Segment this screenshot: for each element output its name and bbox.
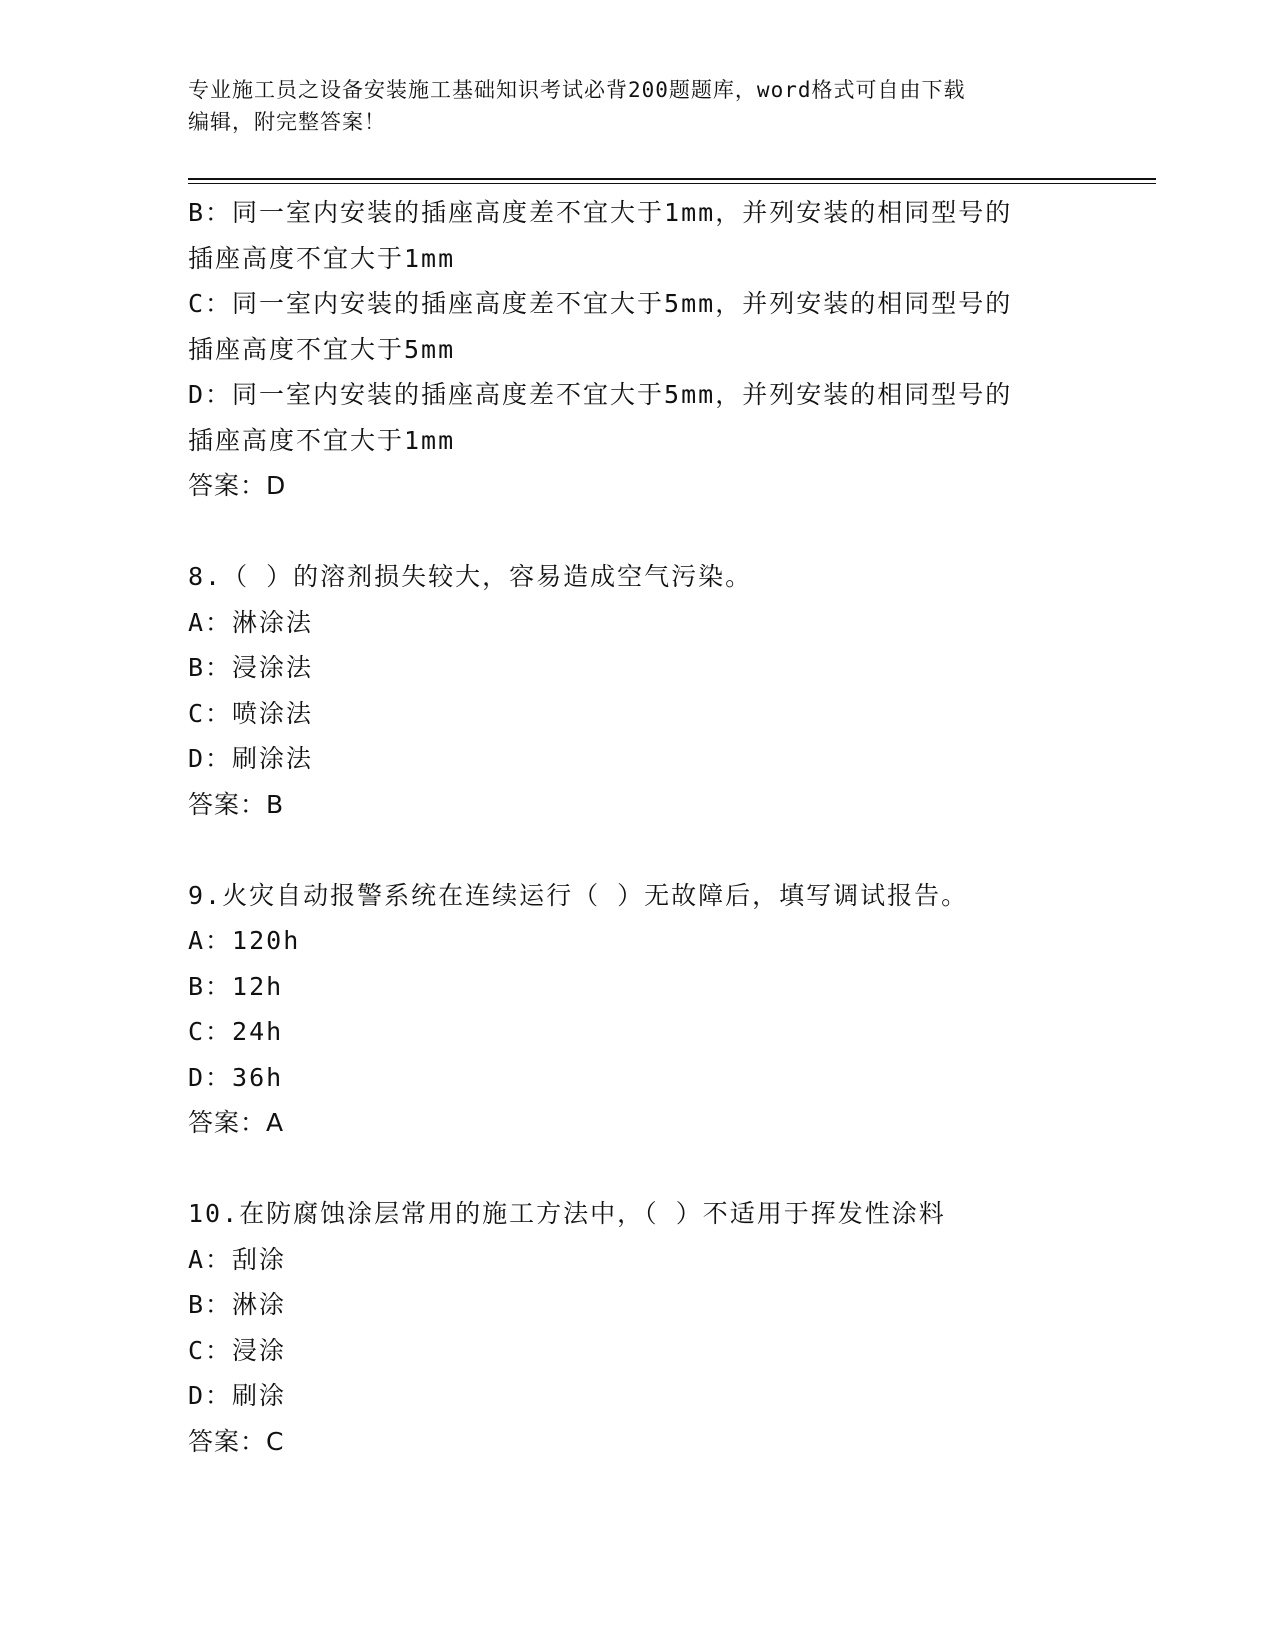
q7-answer: 答案：D (188, 471, 287, 500)
q8-option-d: D：刷涂法 (188, 744, 314, 773)
q7-option-d-line1: D：同一室内安装的插座高度差不宜大于5mm，并列安装的相同型号的 (188, 380, 1013, 409)
q10-option-c: C：浸涂 (188, 1335, 287, 1365)
header-title-line1: 专业施工员之设备安装施工基础知识考试必背200题题库，word格式可自由下载 (188, 78, 966, 102)
q7-option-d-line2: 插座高度不宜大于1mm (188, 425, 456, 455)
q10-answer: 答案：C (188, 1426, 285, 1456)
q10-question: 10.在防腐蚀涂层常用的施工方法中，（ ）不适用于挥发性涂料 (188, 1199, 946, 1228)
q7-option-c-line1: C：同一室内安装的插座高度差不宜大于5mm，并列安装的相同型号的 (188, 289, 1013, 318)
q8-question: 8.（ ）的溶剂损失较大，容易造成空气污染。 (188, 562, 753, 591)
q10-option-a: A：刮涂 (188, 1244, 287, 1274)
question-7-partial (188, 190, 1088, 509)
question-9 (188, 873, 1088, 1146)
question-list (188, 190, 1088, 1464)
spacer (188, 509, 1088, 555)
header-divider-thin (188, 183, 1156, 184)
header-divider-thick (188, 178, 1156, 180)
q8-answer: 答案：B (188, 789, 285, 819)
spacer (188, 1146, 1088, 1192)
q7-option-b-line2: 插座高度不宜大于1mm (188, 243, 456, 273)
q9-option-a: A：120h (188, 926, 301, 955)
document-header (188, 74, 1088, 138)
q8-option-a: A：淋涂法 (188, 607, 314, 637)
q7-option-b-line1: B：同一室内安装的插座高度差不宜大于1mm，并列安装的相同型号的 (188, 198, 1013, 227)
q9-question: 9.火灾自动报警系统在连续运行（ ）无故障后，填写调试报告。 (188, 880, 969, 910)
q10-option-b: B：淋涂 (188, 1290, 287, 1319)
q9-answer: 答案：A (188, 1108, 285, 1137)
question-10 (188, 1191, 1088, 1464)
spacer (188, 827, 1088, 873)
q9-option-b: B：12h (188, 971, 284, 1001)
q8-option-c: C：喷涂法 (188, 698, 314, 728)
q9-option-d: D：36h (188, 1062, 284, 1092)
header-title-line2: 编辑，附完整答案！ (188, 110, 386, 134)
q9-option-c: C：24h (188, 1017, 284, 1046)
q7-option-c-line2: 插座高度不宜大于5mm (188, 334, 456, 364)
q8-option-b: B：浸涂法 (188, 653, 314, 682)
q10-option-d: D：刷涂 (188, 1381, 287, 1410)
question-8 (188, 554, 1088, 827)
